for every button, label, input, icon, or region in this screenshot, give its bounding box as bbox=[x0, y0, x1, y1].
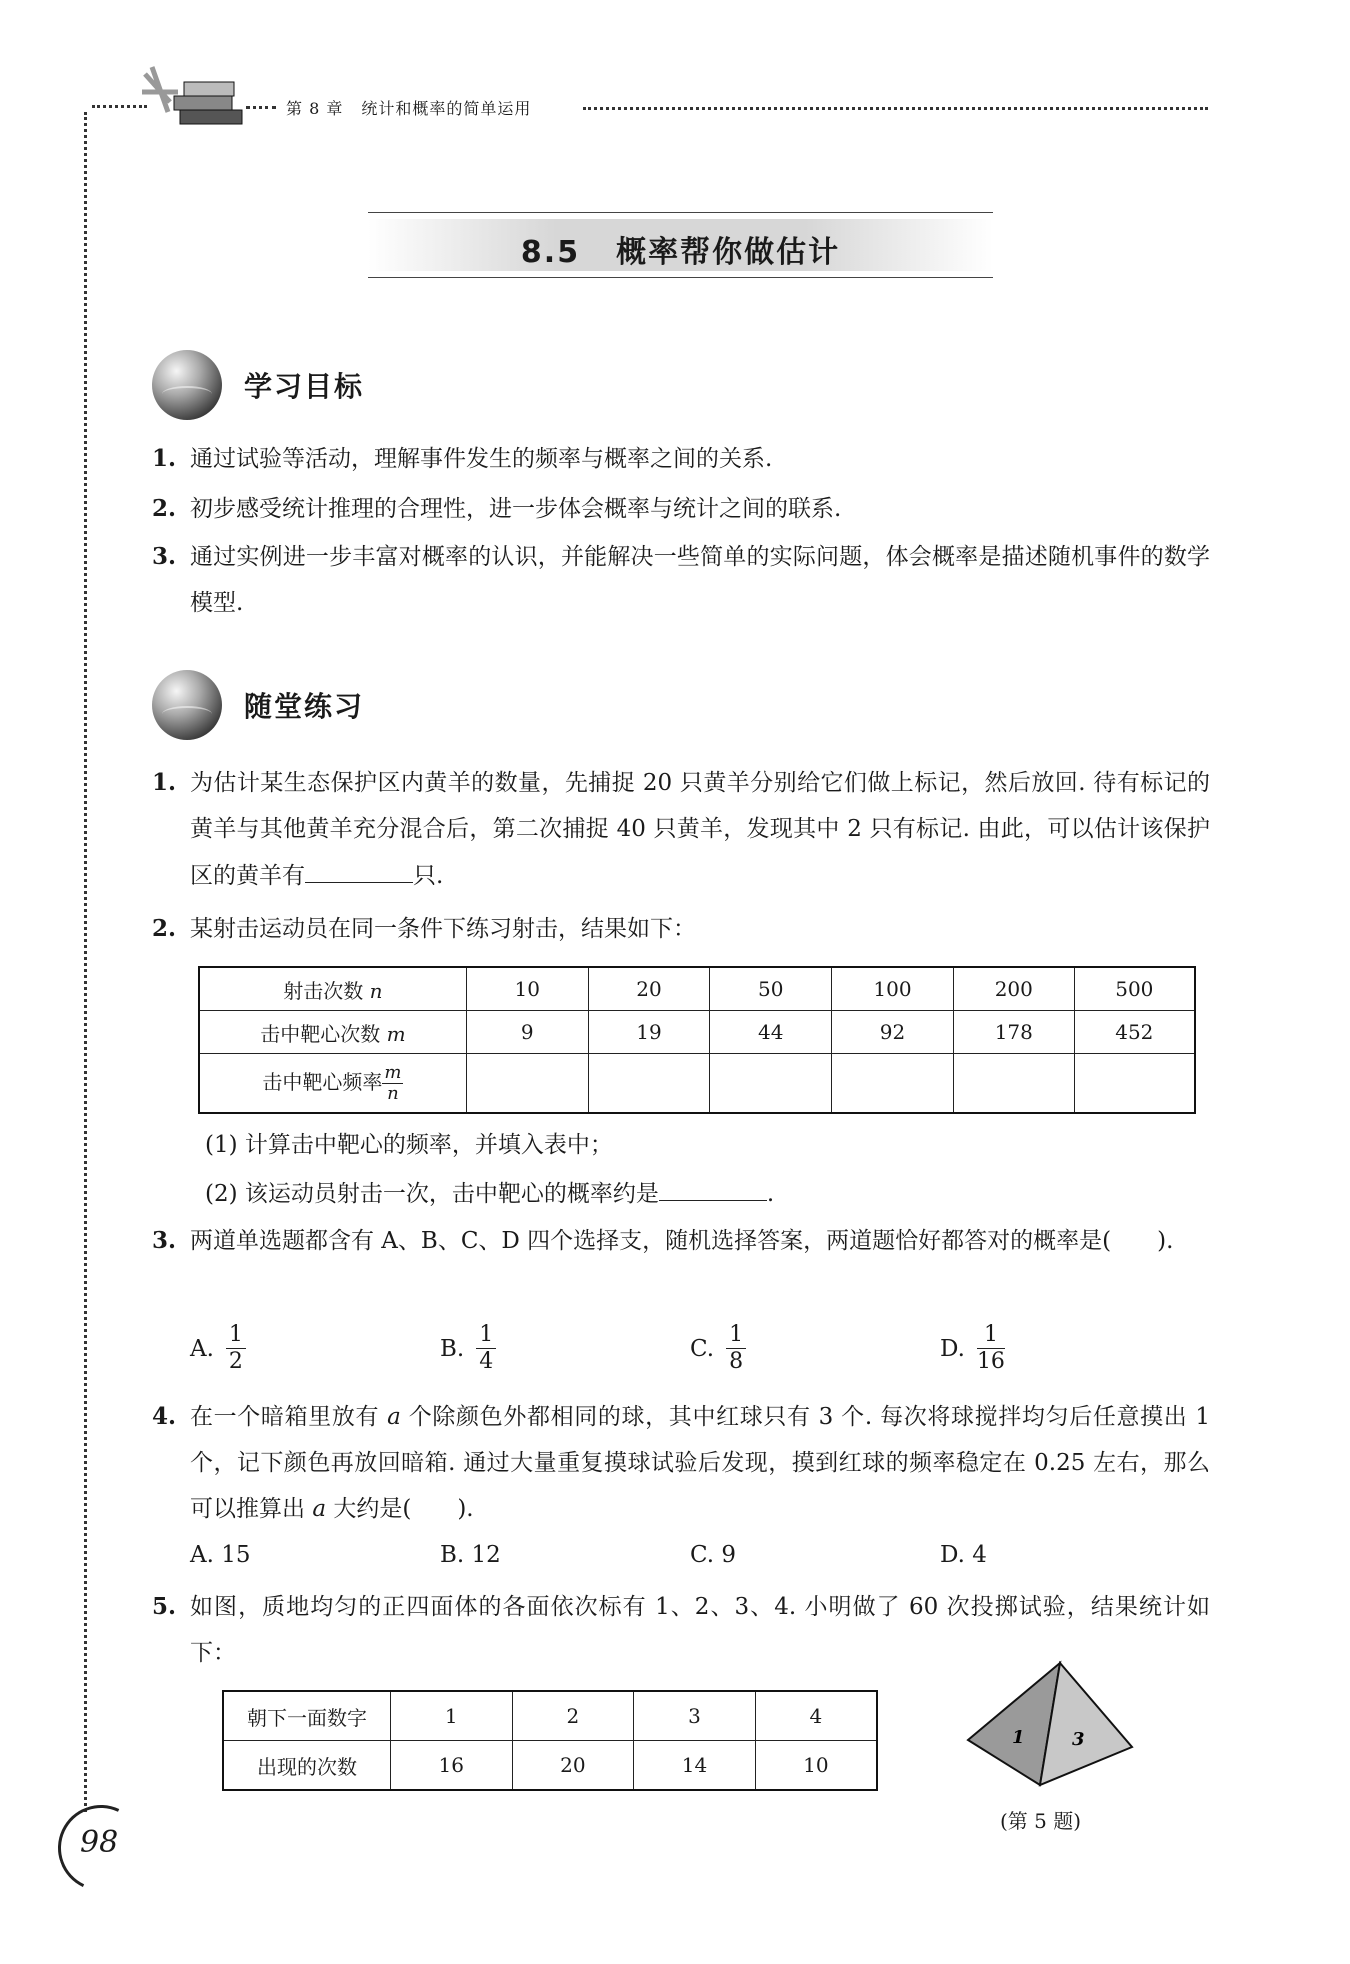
row-label: 击中靶心频率 $\frac{m}{n}$ bbox=[199, 1054, 466, 1114]
table-cell: 500 bbox=[1074, 967, 1195, 1011]
tetrahedron-figure bbox=[960, 1655, 1140, 1795]
option-b[interactable]: B. 12 bbox=[440, 1542, 501, 1568]
table-cell: 50 bbox=[710, 967, 832, 1011]
option-d[interactable]: D. 1 16 bbox=[940, 1322, 1005, 1375]
table-cell: 10 bbox=[755, 1741, 877, 1791]
option-c[interactable]: C. 1 8 bbox=[690, 1322, 940, 1376]
table-row bbox=[223, 1691, 877, 1741]
section-name: 概率帮你做估计 bbox=[616, 235, 841, 270]
row-label: 朝下一面数字 bbox=[223, 1691, 390, 1741]
globe-icon bbox=[152, 350, 222, 420]
table-cell: 14 bbox=[634, 1741, 756, 1791]
chapter-title: 统计和概率的简单运用 bbox=[361, 99, 532, 118]
question-1-text: 为估计某生态保护区内黄羊的数量，先捕捉 20 只黄羊分别给它们做上标记，然后放回. 待有标记的黄羊与其他黄羊充分混合后，第二次捕捉 40 只黄羊，发现其中 2 只有标记. 由此，可以估计该保护区的黄羊有 bbox=[190, 770, 1210, 889]
table-cell: 10 bbox=[466, 967, 588, 1011]
practice-heading-label: 随堂练习 bbox=[244, 690, 365, 723]
empty-answer-cell[interactable] bbox=[710, 1054, 832, 1114]
book-stack-icon bbox=[140, 62, 250, 142]
table-cell: 178 bbox=[953, 1011, 1074, 1054]
empty-answer-cell[interactable] bbox=[588, 1054, 710, 1114]
face-label: 3 bbox=[1072, 1729, 1085, 1750]
table-cell: 1 bbox=[390, 1691, 512, 1741]
section-number: 8.5 bbox=[520, 235, 581, 270]
table-cell: 3 bbox=[634, 1691, 756, 1741]
question-3: 3. 两道单选题都含有 A、B、C、D 四个选择支，随机选择答案，两道题恰好都答对的概率是( ). bbox=[152, 1218, 1210, 1264]
objective-text: 通过实例进一步丰富对概率的认识，并能解决一些简单的实际问题，体会概率是描述随机事件的数学模型. bbox=[190, 544, 1210, 616]
table-row bbox=[199, 1011, 1195, 1054]
objectives-heading bbox=[152, 350, 364, 420]
objectives-heading-label: 学习目标 bbox=[244, 370, 365, 403]
table-cell: 92 bbox=[832, 1011, 954, 1054]
table-cell: 9 bbox=[466, 1011, 588, 1054]
question-2-sub-2: (2) 该运动员射击一次，击中靶心的概率约是 . bbox=[205, 1170, 774, 1217]
question-3-text: 两道单选题都含有 A、B、C、D 四个选择支，随机选择答案，两道题恰好都答对的概率是( ). bbox=[190, 1228, 1174, 1254]
table-cell: 4 bbox=[755, 1691, 877, 1741]
option-a[interactable]: A. 1 2 bbox=[190, 1322, 440, 1376]
table-cell: 2 bbox=[512, 1691, 634, 1741]
objective-item: 1. 通过试验等活动，理解事件发生的频率与概率之间的关系. bbox=[152, 436, 1210, 482]
shooting-table bbox=[198, 966, 1196, 1114]
page-number: 98 bbox=[58, 1805, 118, 1865]
answer-blank[interactable] bbox=[659, 1170, 767, 1201]
question-2-sub-1: (1) 计算击中靶心的频率，并填入表中； bbox=[205, 1132, 613, 1158]
practice-heading bbox=[152, 670, 364, 740]
row-label: 击中靶心次数 m bbox=[199, 1011, 466, 1054]
figure-caption: (第 5 题) bbox=[1000, 1809, 1082, 1833]
empty-answer-cell[interactable] bbox=[466, 1054, 588, 1114]
option-a[interactable]: A. 15 bbox=[190, 1542, 251, 1568]
face-label: 1 bbox=[1012, 1727, 1025, 1748]
question-4-options bbox=[190, 1542, 1190, 1568]
question-4-text: 在一个暗箱里放有 a 个除颜色外都相同的球，其中红球只有 3 个. 每次将球搅拌均匀后任意摸出 1 个，记下颜色再放回暗箱. 通过大量重复摸球试验后发现，摸到红球的频率稳定在 0.25 左右，那么可以推算出 a 大约是( ). bbox=[190, 1404, 1210, 1522]
table-cell: 100 bbox=[832, 967, 954, 1011]
objective-item: 3. 通过实例进一步丰富对概率的认识，并能解决一些简单的实际问题，体会概率是描述随机事件的数学模型. bbox=[152, 534, 1210, 626]
table-row bbox=[199, 1054, 1195, 1114]
question-3-options bbox=[190, 1322, 1190, 1376]
objective-text: 通过试验等活动，理解事件发生的频率与概率之间的关系. bbox=[190, 446, 773, 472]
section-title-banner bbox=[368, 212, 993, 278]
table-cell: 16 bbox=[390, 1741, 512, 1791]
question-2: 2. 某射击运动员在同一条件下练习射击，结果如下： bbox=[152, 906, 1210, 952]
tetrahedron-table bbox=[222, 1690, 878, 1791]
row-label: 射击次数 n bbox=[199, 967, 466, 1011]
row-label: 出现的次数 bbox=[223, 1741, 390, 1791]
table-cell: 44 bbox=[710, 1011, 832, 1054]
table-cell: 20 bbox=[588, 967, 710, 1011]
chapter-number: 第 8 章 bbox=[286, 99, 344, 118]
table-row bbox=[199, 967, 1195, 1011]
question-5-text: 如图，质地均匀的正四面体的各面依次标有 1、2、3、4. 小明做了 60 次投掷试验，结果统计如下： bbox=[190, 1594, 1210, 1666]
objective-text: 初步感受统计推理的合理性，进一步体会概率与统计之间的联系. bbox=[190, 496, 842, 522]
table-cell: 19 bbox=[588, 1011, 710, 1054]
section-title bbox=[368, 227, 993, 271]
empty-answer-cell[interactable] bbox=[832, 1054, 954, 1114]
objective-item: 2. 初步感受统计推理的合理性，进一步体会概率与统计之间的联系. bbox=[152, 486, 1210, 532]
table-cell: 200 bbox=[953, 967, 1074, 1011]
question-1: 1. 为估计某生态保护区内黄羊的数量，先捕捉 20 只黄羊分别给它们做上标记，然后放回. 待有标记的黄羊与其他黄羊充分混合后，第二次捕捉 40 只黄羊，发现其中 2 只有标记. 由此，可以估计该保护区的黄羊有 只. bbox=[152, 769, 1210, 889]
question-2-text: 某射击运动员在同一条件下练习射击，结果如下： bbox=[190, 916, 696, 942]
table-cell: 452 bbox=[1074, 1011, 1195, 1054]
header-dotted-line-right bbox=[583, 107, 1208, 110]
empty-answer-cell[interactable] bbox=[953, 1054, 1074, 1114]
empty-answer-cell[interactable] bbox=[1074, 1054, 1195, 1114]
header-dotted-line-left bbox=[92, 105, 147, 108]
margin-dotted-line bbox=[84, 112, 87, 1812]
question-5: 5. 如图，质地均匀的正四面体的各面依次标有 1、2、3、4. 小明做了 60 次投掷试验，结果统计如下： bbox=[152, 1584, 1210, 1676]
table-row bbox=[223, 1741, 877, 1791]
option-b[interactable]: B. 1 4 bbox=[440, 1322, 690, 1376]
option-c[interactable]: C. 9 bbox=[690, 1542, 737, 1568]
answer-blank[interactable] bbox=[305, 852, 413, 883]
running-header bbox=[246, 96, 549, 119]
question-4: 4. 在一个暗箱里放有 a 个除颜色外都相同的球，其中红球只有 3 个. 每次将球搅拌均匀后任意摸出 1 个，记下颜色再放回暗箱. 通过大量重复摸球试验后发现，摸到红球的频率稳定在 0.25 左右，那么可以推算出 a 大约是( ). bbox=[152, 1394, 1210, 1532]
table-cell: 20 bbox=[512, 1741, 634, 1791]
globe-icon bbox=[152, 670, 222, 740]
option-d[interactable]: D. 4 bbox=[940, 1542, 987, 1568]
